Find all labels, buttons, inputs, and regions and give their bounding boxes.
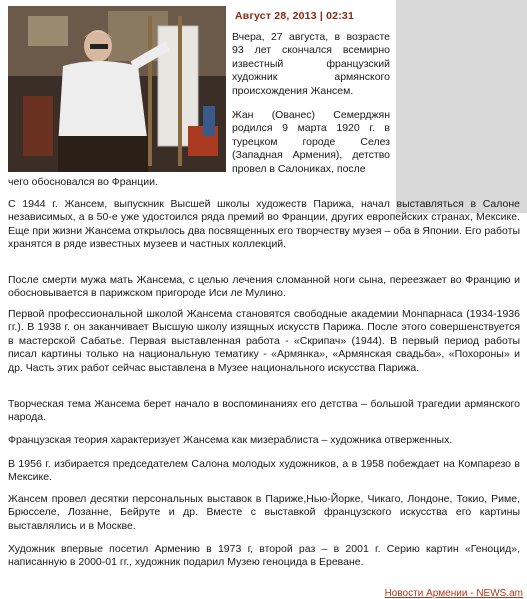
paragraph-exhibitions: Жансем провел десятки персональных выставок в Париже,Нью-Йорке, Чикаго, Лондоне, Токио, Риме, Брюсселе, Лозанне, Бейруте и др. Вместе с выставкой французского искусства его картины выставлялись и в Москве. [8,493,520,532]
paragraph-career: С 1944 г. Жансем, выпускник Высшей школы художеств Парижа, начал выставляться в Салоне независимых, а в 50-е уже удостоился ряда премий во Франции, других европейских странах, Мексике. Еще при жизни Жансема открылось два посвященных его творчеству музея – оба в Японии. Его работы хранятся в ряде известных музеев и частных коллекций. [8,198,520,251]
sidebar-placeholder [396,0,527,213]
paragraph-mother: После смерти мужа мать Жансема, с целью лечения сломанной ноги сына, переезжает во Францию и обосновывается в парижском пригороде Иси ле Мулино. [8,274,520,300]
article-date: Август 28, 2013 | 02:31 [235,10,354,22]
source-link[interactable]: Новости Армении - NEWS.am [384,588,523,599]
paragraph-salon: В 1956 г. избирается председателем Салона молодых художников, а в 1958 побеждает на Компарезо в Мексике. [8,458,520,484]
birth-paragraph-tail: чего обосновался во Франции. [8,176,158,188]
paragraph-education: Первой профессиональной школой Жансема становятся свободные академии Монпарнаса (1934-1936 гг.). В 1938 г. он заканчивает Высшую школу изящных искусств Парижа. После этого совершенствуется в мастерской Сабатье. Первая выставленная работа - «Скрипач» (1944). В первый период работы писал картины только на национальную тематику - «Армянка», «Армянская свадьба», «Похороны» и др. Часть этих работ сейчас выставлена в Музее национального искусства Парижа. [8,308,520,374]
artist-painting-image [8,6,226,172]
paragraph-theme: Творческая тема Жансема берет начало в воспоминаниях его детства – большой трагедии армянского народа. [8,398,520,424]
intro-paragraph: Вчера, 27 августа, в возрасте 93 лет скончался всемирно известный французский художник армянского происхождения Жансем. [232,31,390,97]
paragraph-theory: Французская теория характеризует Жансема как мизераблиста – художника отверженных. [8,434,453,446]
article-photo [8,6,226,172]
paragraph-armenia: Художник впервые посетил Армению в 1973 г, второй раз – в 2001 г. Серию картин «Геноцид», написанную в 2000-01 гг., художник подарил Музею геноцида в Ереване. [8,543,520,569]
birth-paragraph: Жан (Ованес) Семерджян родился 9 марта 1920 г. в турецком городе Селез (Западная Армения), детство провел в Салониках, после [232,109,390,175]
